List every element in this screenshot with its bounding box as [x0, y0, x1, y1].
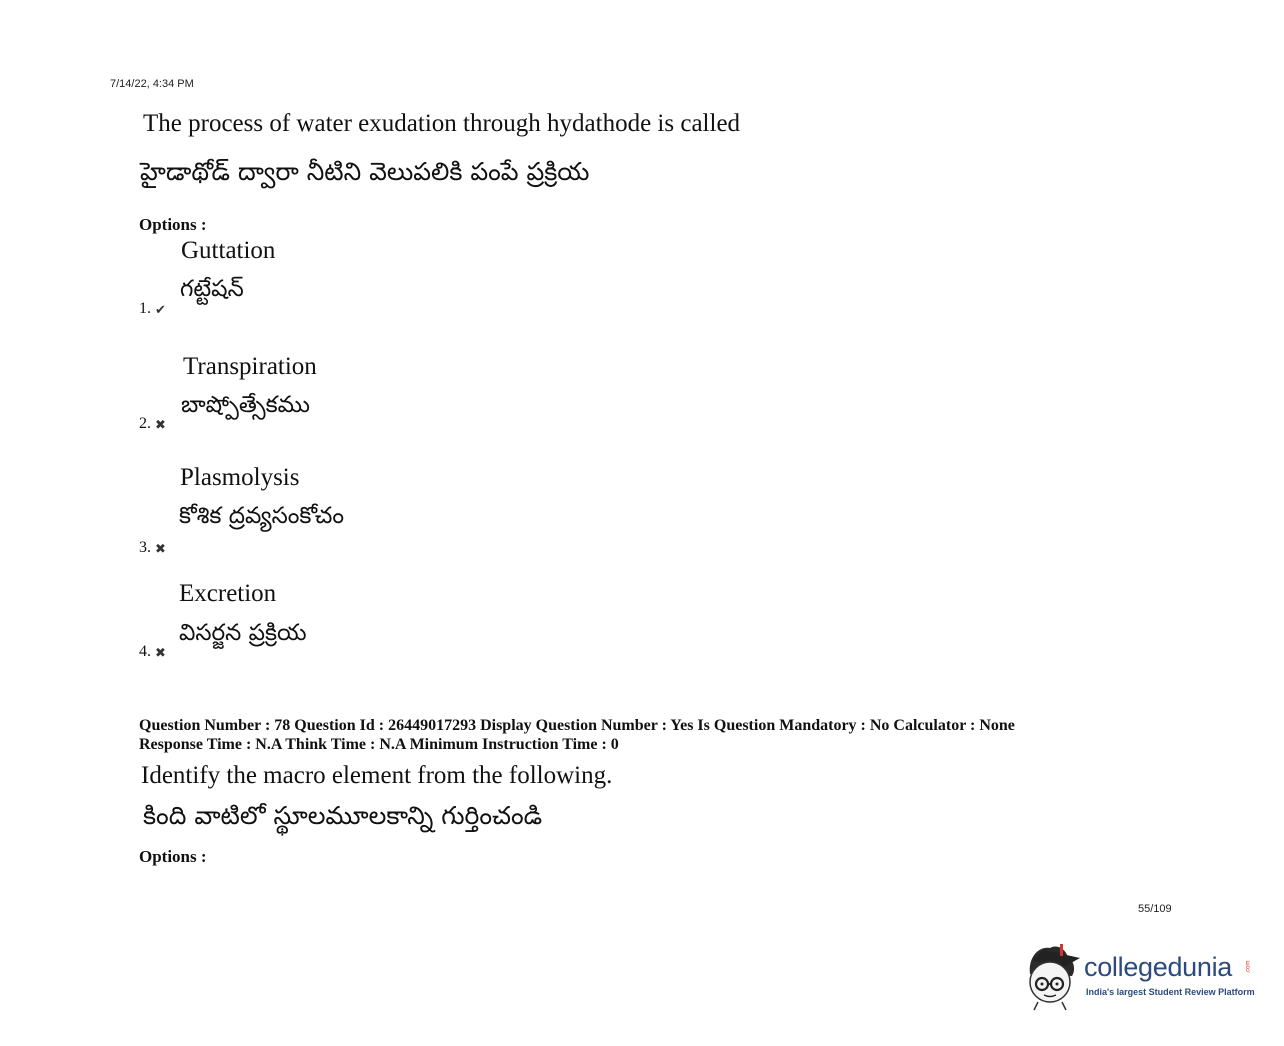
- option-3-text-te: కోశిక ద్రవ్యసంకోచం: [179, 503, 345, 529]
- options-label: Options :: [139, 215, 207, 234]
- option-1-text-te: గట్టేషన్: [180, 276, 244, 302]
- question-text-te: హైడాథోడ్ ద్వారా నీటిని వెలుపలికి పంపే ప్రక్రియ: [140, 157, 590, 186]
- option-number-label: 4.: [139, 643, 151, 660]
- option-number-label: 2.: [139, 415, 151, 432]
- option-2-text-en: Transpiration: [183, 353, 317, 380]
- question-meta-line-2: Response Time : N.A Think Time : N.A Minimum Instruction Time : 0: [139, 736, 619, 753]
- option-number-label: 1.: [139, 300, 151, 317]
- wrong-cross-icon: ✖: [155, 418, 166, 433]
- mascot-icon: [1024, 940, 1084, 1012]
- option-3-text-en: Plasmolysis: [180, 464, 300, 491]
- page-number: 55/109: [1138, 903, 1172, 915]
- question-meta-line-1: Question Number : 78 Question Id : 26449017293 Display Question Number : Yes Is Question Mandatory : No Calculator : None: [139, 717, 1015, 734]
- correct-check-icon: ✔: [155, 303, 166, 318]
- option-2-number: [139, 415, 166, 433]
- option-3-number: [139, 539, 166, 557]
- option-1-text-en: Guttation: [181, 237, 276, 264]
- logo-suffix: .com: [1245, 960, 1252, 974]
- options-label: Options :: [139, 847, 207, 866]
- question-text-en: The process of water exudation through hydathode is called: [143, 110, 741, 137]
- logo-wordmark: collegedunia: [1084, 952, 1233, 982]
- option-1-number: [139, 300, 166, 318]
- option-2-text-te: బాష్పోత్సేకము: [181, 392, 310, 418]
- print-timestamp: 7/14/22, 4:34 PM: [110, 78, 194, 90]
- option-4-number: [139, 643, 166, 661]
- option-number-label: 3.: [139, 539, 151, 556]
- option-4-text-en: Excretion: [179, 580, 277, 607]
- question-text-en: Identify the macro element from the following.: [141, 762, 613, 789]
- wrong-cross-icon: ✖: [155, 542, 166, 557]
- option-4-text-te: విసర్జన ప్రక్రియ: [179, 620, 307, 646]
- question-text-te: కింది వాటిలో స్థూలమూలకాన్ని గుర్తించండి: [143, 801, 543, 830]
- wrong-cross-icon: ✖: [155, 646, 166, 661]
- collegedunia-logo: [1024, 940, 1264, 1012]
- logo-tagline: India's largest Student Review Platform: [1086, 987, 1255, 997]
